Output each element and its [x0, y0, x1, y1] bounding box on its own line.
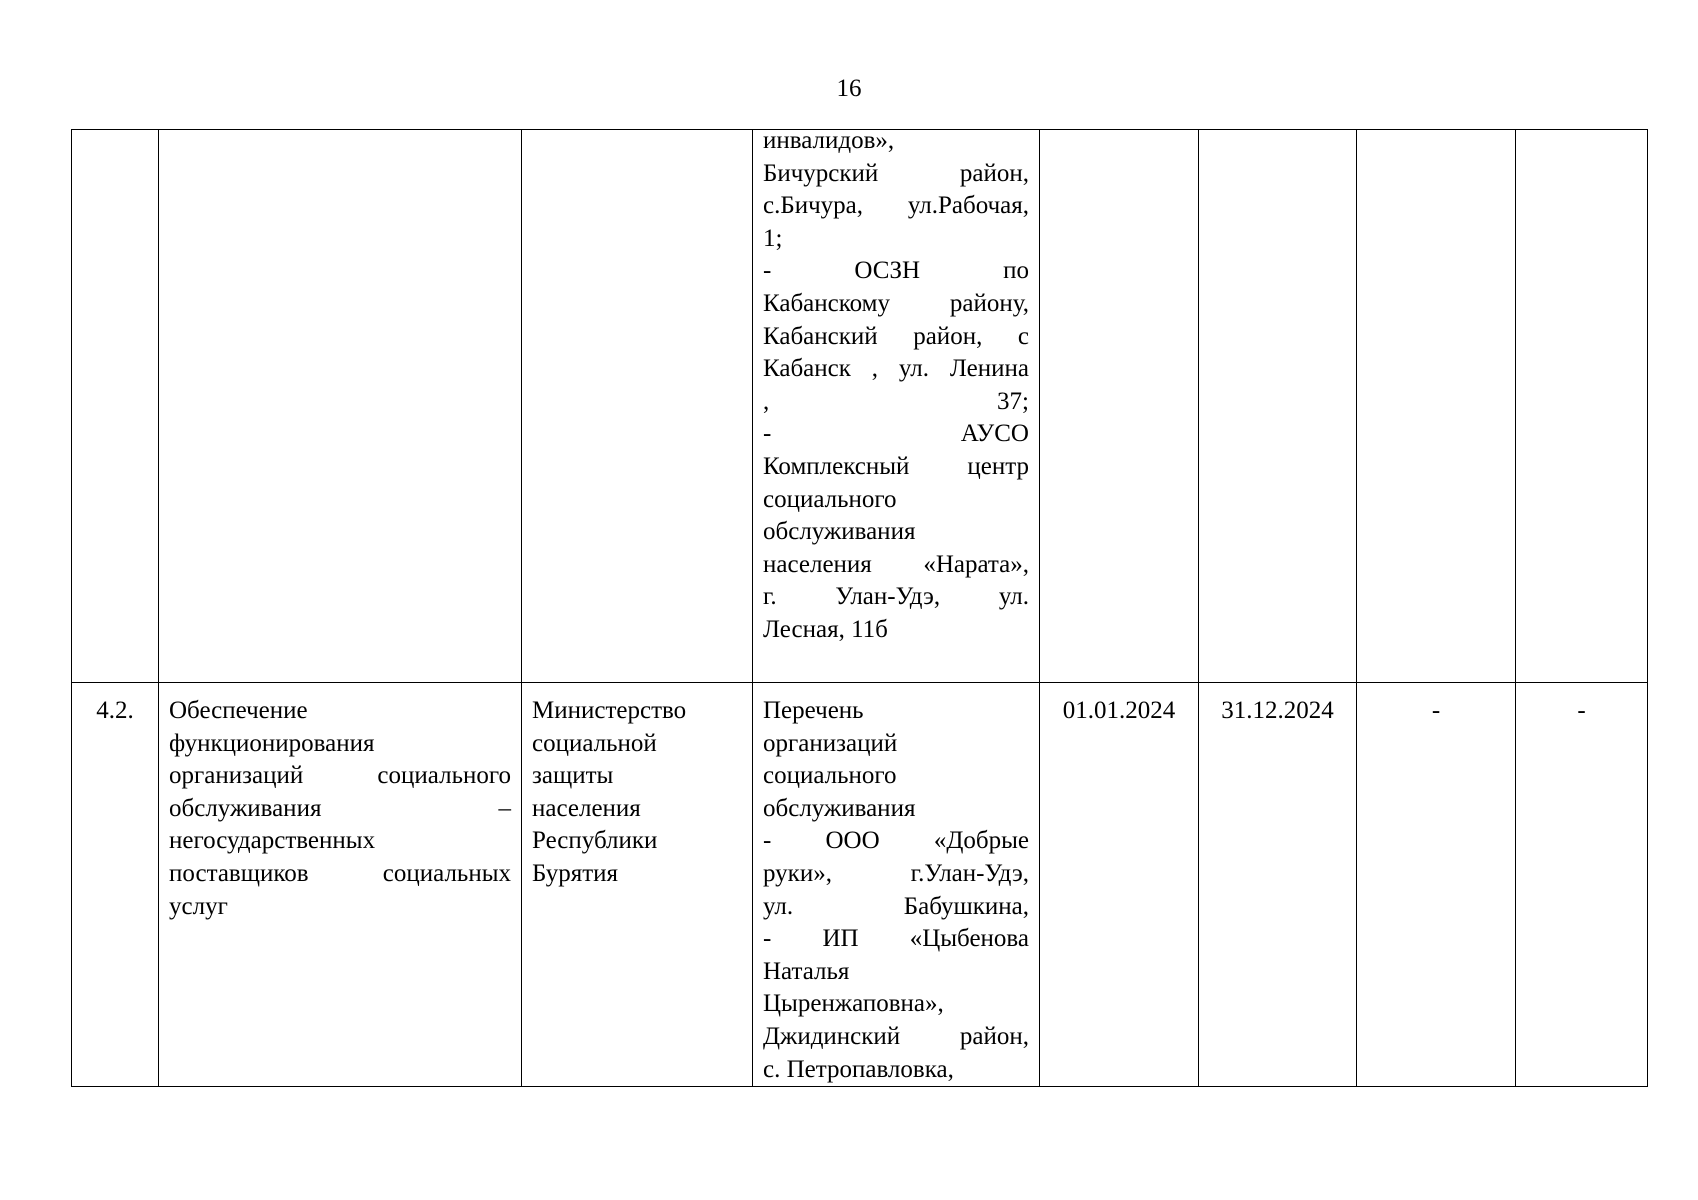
cell-text-line: социальной: [532, 729, 657, 757]
cell-text-line: - ОСЗН по: [763, 257, 1029, 285]
cell-text-line: населения: [532, 794, 641, 822]
cell-text-line: негосударственных: [169, 827, 376, 855]
cell-text-line: - ООО «Добрые: [763, 827, 1029, 855]
cell-text-line: Кабанскому району,: [763, 289, 1029, 317]
cell-text-line: организаций: [763, 729, 898, 757]
cell-text-line: организаций социального: [169, 762, 511, 790]
cell-text-line: с. Петропавловка,: [763, 1055, 954, 1083]
cell-result: [753, 127, 1040, 683]
document-table: [71, 129, 1648, 1087]
cell-text-line: - ИП «Цыбенова: [763, 925, 1029, 953]
cell-text-line: поставщиков социальных: [169, 859, 511, 887]
cell-text-line: ул. Бабушкина,: [763, 892, 1029, 920]
cell-text-line: обслуживания: [763, 518, 916, 546]
cell-text-line: Обеспечение: [169, 697, 308, 724]
cell-start-date: [1040, 130, 1199, 683]
cell-text-line: с.Бичура, ул.Рабочая,: [763, 192, 1029, 220]
cell-responsible: [522, 130, 753, 683]
cell-name: [159, 130, 522, 683]
cell-text-line: Министерство: [532, 697, 687, 724]
cell-responsible: [522, 683, 753, 1087]
table-row: [72, 130, 1648, 683]
cell-text-line: Комплексный центр: [763, 452, 1029, 480]
cell-text-line: Перечень: [763, 697, 864, 724]
cell-text-line: населения «Нарата»,: [763, 550, 1029, 578]
cell-text-line: Бурятия: [532, 859, 619, 887]
cell-text-line: руки», г.Улан-Удэ,: [763, 859, 1029, 887]
cell-text-line: обслуживания –: [169, 794, 511, 822]
table-row: [72, 683, 1648, 1087]
cell-col8: -: [1516, 683, 1648, 1087]
cell-col7: -: [1357, 683, 1516, 1087]
cell-text-line: социального: [763, 762, 897, 790]
cell-text-line: Бичурский район,: [763, 159, 1029, 187]
cell-text-line: Кабанский район, с: [763, 322, 1029, 350]
cell-number: [72, 130, 159, 683]
cell-text-line: 1;: [763, 224, 783, 252]
cell-text-line: услуг: [169, 892, 228, 920]
cell-text-line: Цыренжаповна»,: [763, 990, 944, 1018]
cell-text-line: социального: [763, 485, 897, 513]
cell-start-date: 01.01.2024: [1040, 683, 1199, 1087]
cell-col8: [1516, 130, 1648, 683]
cell-text-line: Лесная, 11б: [763, 615, 888, 643]
cell-text-line: Кабанск , ул. Ленина: [763, 355, 1029, 383]
cell-text-line: инвалидов»,: [763, 127, 895, 154]
cell-text-line: Джидинский район,: [763, 1022, 1029, 1050]
cell-number: 4.2.: [72, 683, 159, 1087]
cell-end-date: [1199, 130, 1357, 683]
cell-result: [753, 683, 1040, 1087]
cell-text-line: г. Улан-Удэ, ул.: [763, 583, 1029, 611]
cell-text-line: защиты: [532, 762, 614, 790]
cell-end-date: 31.12.2024: [1199, 683, 1357, 1087]
page-number: 16: [836, 75, 862, 102]
cell-col7: [1357, 130, 1516, 683]
cell-text-line: - АУСО: [763, 420, 1029, 448]
cell-text-line: , 37;: [763, 387, 1029, 415]
cell-text-line: Республики: [532, 827, 658, 855]
cell-text-line: Наталья: [763, 957, 850, 985]
cell-text-line: функционирования: [169, 729, 375, 757]
cell-name: [159, 683, 522, 1087]
cell-text-line: обслуживания: [763, 794, 916, 822]
